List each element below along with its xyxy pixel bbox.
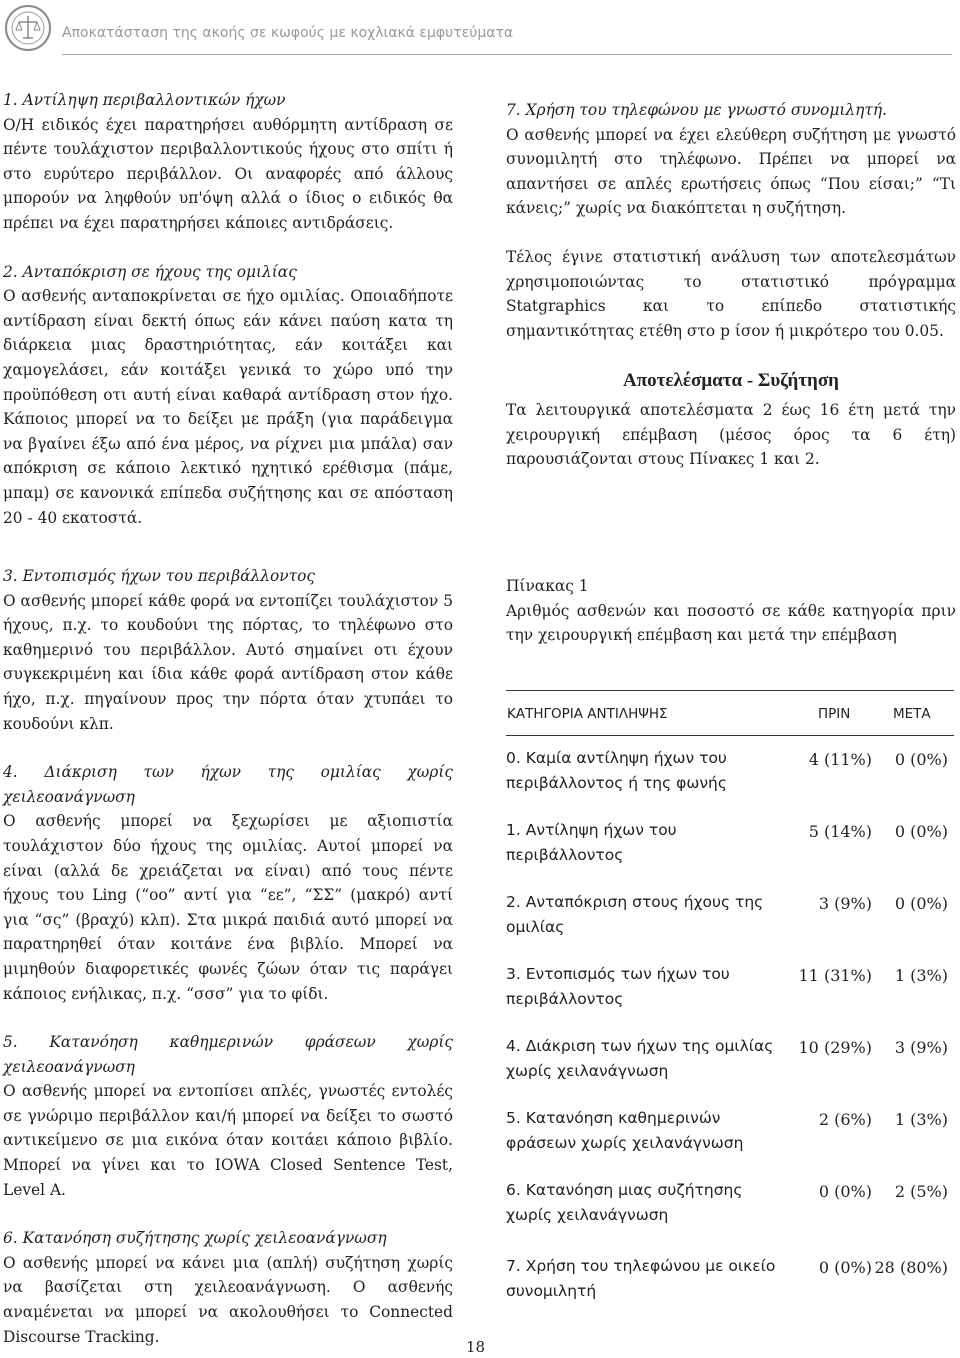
table-row-before: 4 (11%) bbox=[808, 750, 872, 769]
table-row-after: 3 (9%) bbox=[894, 1038, 948, 1057]
table-row-after: 2 (5%) bbox=[894, 1182, 948, 1201]
section-4-body: Ο ασθενής μπορεί να ξεχωρίσει με αξιοπιστία τουλάχιστον δύο ήχους της ομιλίας. Αυτοί μπορεί να είναι (αλλά δε χρειάζεται να είναι) από τους πέντε ήχους του Ling (“οο” αντί για “εε”, “ΣΣ” (μακρό) αντί για “σς” (βραχύ) κλπ). Στα μικρά παιδιά αυτό μπορεί να παρατηρηθεί όταν κοιτάνε ένα βιβλίο. Μπορεί να μιμηθούν διαφορετικές φωνές ζώων όταν τις παράγει κάποιος ενήλικας, π.χ. “σσσ” για το φίδι. bbox=[3, 812, 453, 1003]
column-header-category: ΚΑΤΗΓΟΡΙΑ ΑΝΤΙΛΗΨΗΣ bbox=[507, 706, 668, 722]
table-row-before: 2 (6%) bbox=[818, 1110, 872, 1129]
page-number: 18 bbox=[466, 1338, 486, 1356]
table-caption: Αριθμός ασθενών και ποσοστό σε κάθε κατηγορία πριν την χειρουργική επέμβαση και μετά την επέμβαση bbox=[506, 601, 956, 645]
column-header-before: ΠΡΙΝ bbox=[818, 706, 851, 722]
table-row-before: 3 (9%) bbox=[818, 894, 872, 913]
section-5-body: Ο ασθενής μπορεί να εντοπίσει απλές, γνωστές εντολές σε γνώριμο περιβάλλον και/ή μπορεί να δείξει το σωστό αντικείμενο σε μια εικόνα όταν κοιτάει κάποιο βιβλίο. Μπορεί να γίνει και το IOWA Closed Sentence Test, Level A. bbox=[3, 1082, 453, 1199]
section-4-heading: 4. Διάκριση των ήχων της ομιλίας χωρίς χειλεοανάγνωση bbox=[3, 763, 453, 806]
running-header bbox=[0, 0, 960, 70]
running-title: Αποκατάσταση της ακοής σε κωφούς με κοχλιακά εμφυτεύματα bbox=[62, 25, 514, 41]
right-column-upper bbox=[506, 98, 956, 472]
society-seal-icon bbox=[4, 4, 52, 52]
section-6-heading: 6. Κατανόηση συζήτησης χωρίς χειλεοανάγνωση bbox=[3, 1229, 387, 1248]
table-row-category: 2. Ανταπόκριση στους ήχους της ομιλίας bbox=[506, 893, 764, 936]
column-header-after: ΜΕΤΑ bbox=[893, 706, 931, 722]
section-7-heading: 7. Χρήση του τηλεφώνου με γνωστό συνομιλητή. bbox=[506, 101, 887, 119]
table-row-after: 1 (3%) bbox=[894, 966, 948, 985]
table-row-before: 11 (31%) bbox=[798, 966, 872, 985]
results-heading: Αποτελέσματα - Συζήτηση bbox=[623, 370, 839, 392]
section-6-body: Ο ασθενής μπορεί να κάνει μια (απλή) συζήτηση χωρίς να βασίζεται στη χειλεοανάγνωση. Ο ασθενής αναμένεται να μπορεί να ακολουθήσει το Connected Discourse Tracking. bbox=[3, 1253, 453, 1346]
table-row-category: 4. Διάκριση των ήχων της ομιλίας χωρίς χειλανάγνωση bbox=[506, 1037, 774, 1080]
section-3-heading: 3. Εντοπισμός ήχων του περιβάλλοντος bbox=[3, 567, 316, 585]
table-row-after: 0 (0%) bbox=[894, 822, 948, 841]
table-row-after: 1 (3%) bbox=[894, 1110, 948, 1129]
results-paragraph: Τα λειτουργικά αποτελέσματα 2 έως 16 έτη μετά την χειρουργική επέμβαση (μέσος όρος τα 6 έτη) παρουσιάζονται στους Πίνακες 1 και 2. bbox=[506, 400, 956, 469]
table-row-after: 28 (80%) bbox=[874, 1258, 948, 1277]
table-row-category: 6. Κατανόηση μιας συζήτησης χωρίς χειλανάγνωση bbox=[506, 1181, 743, 1224]
left-column-upper bbox=[3, 88, 453, 530]
left-column-lower bbox=[3, 564, 453, 1349]
section-7-body: Ο ασθενής μπορεί να έχει ελεύθερη συζήτηση με γνωστό συνομιλητή στο τηλέφωνο. Πρέπει να μπορεί να απαντήσει σε απλές ερωτήσεις όπως “Που είσαι;” “Τι κάνεις;” χωρίς να διακόπτεται η συζήτηση. bbox=[506, 125, 956, 218]
table-header-rule bbox=[506, 735, 954, 736]
section-5-heading: 5. Κατανόηση καθημερινών φράσεων χωρίς χειλεοανάγνωση bbox=[3, 1033, 453, 1076]
table-top-rule bbox=[506, 690, 954, 691]
section-1-body: Ο/Η ειδικός έχει παρατηρήσει αυθόρμητη αντίδραση σε πέντε τουλάχιστον περιβαλλοντικούς ήχους στο σπίτι ή στο ευρύτερο περιβάλλον. Οι αναφορές από άλλους μπορούν να ληφθούν υπ'όψη αλλά ο ίδιος ο ειδικός θα πρέπει να έχει παρατηρήσει κάποιες αντιδράσεις. bbox=[3, 115, 453, 232]
table-row-category: 5. Κατανόηση καθημερινών φράσεων χωρίς χειλανάγνωση bbox=[506, 1109, 744, 1152]
table-row-before: 10 (29%) bbox=[798, 1038, 872, 1057]
table-label: Πίνακας 1 bbox=[506, 577, 589, 595]
table-caption-block bbox=[506, 574, 956, 648]
section-2-heading: 2. Ανταπόκριση σε ήχους της ομιλίας bbox=[3, 262, 297, 281]
table-row-category: 1. Αντίληψη ήχων του περιβάλλοντος bbox=[506, 821, 677, 864]
section-1-heading: 1. Αντίληψη περιβαλλοντικών ήχων bbox=[3, 91, 286, 109]
table-row-category: 7. Χρήση του τηλεφώνου με οικείο συνομιλητή bbox=[506, 1257, 776, 1300]
section-3-body: Ο ασθενής μπορεί κάθε φορά να εντοπίζει τουλάχιστον 5 ήχους, π.χ. το κουδούνι της πόρτας, το τηλέφωνο στο καθημερινό του περιβάλλον. Αυτό σημαίνει οτι έχουν συγκεκριμένη και ίδια κάθε φορά αντίδραση στον κάθε ήχο, π.χ. πηγαίνουν προς την πόρτα όταν χτυπάει το κουδούνι κλπ. bbox=[3, 591, 453, 733]
table-row-before: 5 (14%) bbox=[808, 822, 872, 841]
table-row-after: 0 (0%) bbox=[894, 894, 948, 913]
statistics-paragraph: Τέλος έγινε στατιστική ανάλυση των αποτελεσμάτων χρησιμοποιώντας το στατιστικό πρόγραμμα Statgraphics και το επίπεδο στατιστικής σημαντικότητας ετέθη στο p ίσον ή μικρότερο του 0.05. bbox=[506, 247, 956, 340]
table-row-before: 0 (0%) bbox=[818, 1182, 872, 1201]
table-row-category: 0. Καμία αντίληψη ήχων του περιβάλλοντος ή της φωνής bbox=[506, 749, 727, 792]
table-row-after: 0 (0%) bbox=[894, 750, 948, 769]
header-divider bbox=[62, 54, 952, 55]
section-2-body: Ο ασθενής ανταποκρίνεται σε ήχο ομιλίας. Οποιαδήποτε αντίδραση είναι δεκτή όπως εάν κάνει παύση κατα τη διάρκεια μιας δραστηριότητας, εάν κοιτάξει και χαμογελάσει, εάν κοιτάξει γενικά το χώρο υπό την προϋπόθεση οτι αυτή είναι καθαρά αντίδραση στον ήχο. Κάποιος μπορεί να το δείξει με πράξη (για παράδειγμα να βγαίνει έξω από ένα μέρος, να ρίχνει μια μπάλα) σαν απόκριση σε κάποιο λεκτικό ηχητικό ερέθισμα (πάμε, μπαμ) σε κανονικά επίπεδα συζήτησης και σε απόσταση 20 - 40 εκατοστά. bbox=[3, 287, 453, 527]
table-row-before: 0 (0%) bbox=[818, 1258, 872, 1277]
table-row-category: 3. Εντοπισμός των ήχων του περιβάλλοντος bbox=[506, 965, 730, 1008]
